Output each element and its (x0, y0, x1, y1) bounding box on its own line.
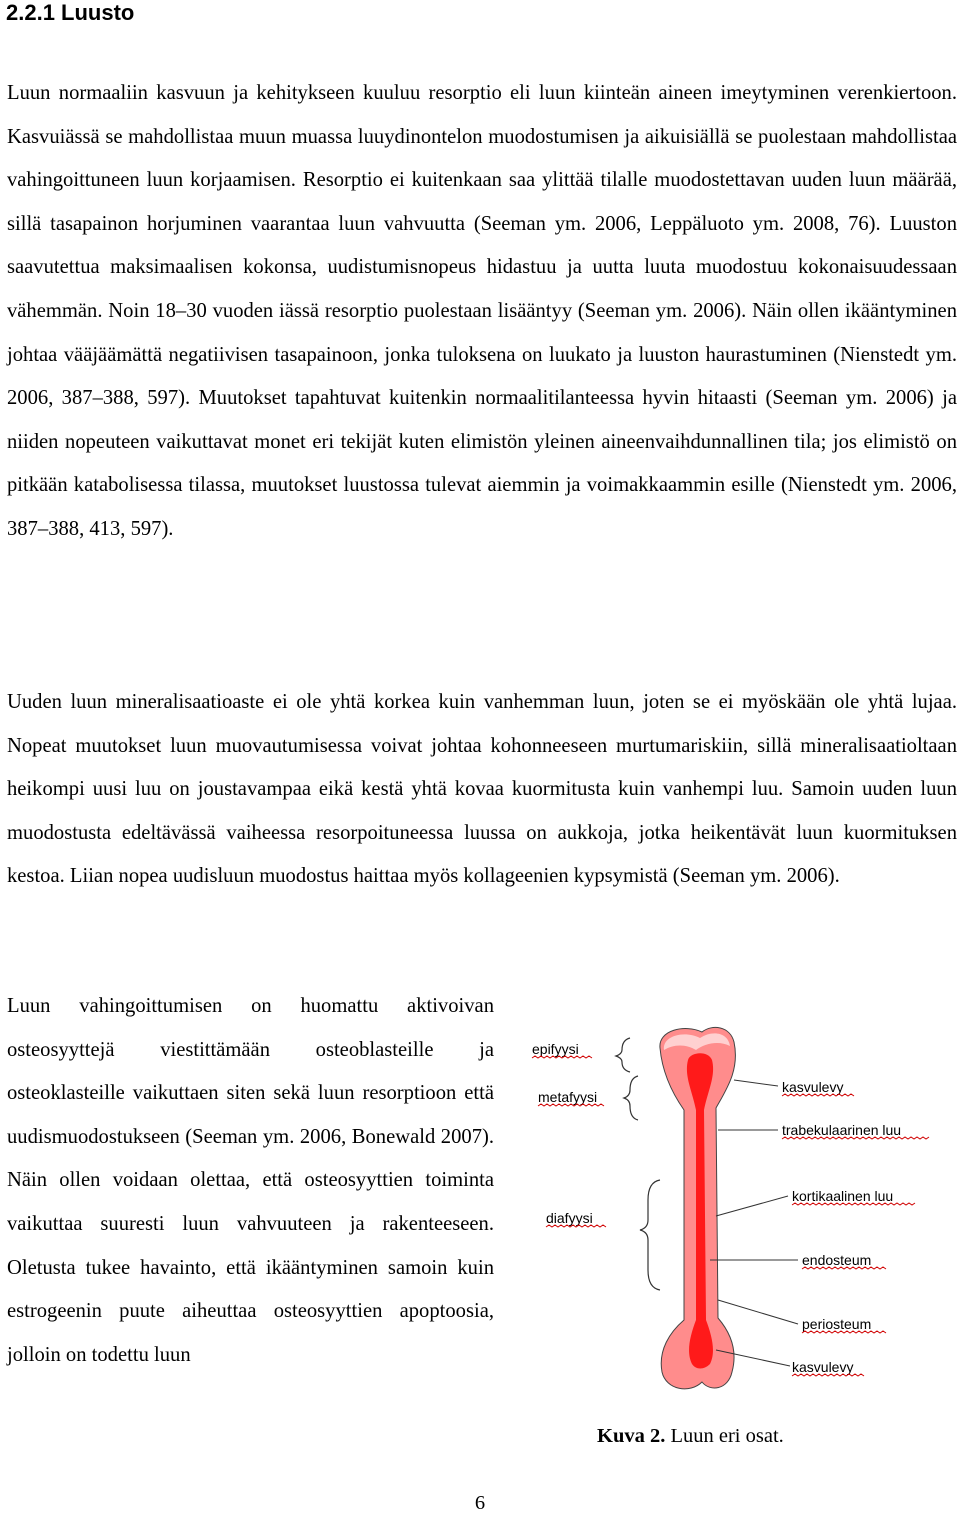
pointer-kasvulevy-top (734, 1080, 778, 1086)
label-epifyysi: epifyysi (532, 1041, 579, 1057)
label-trabekulaarinen: trabekulaarinen luu (782, 1122, 902, 1138)
pointer-kortikaalinen (716, 1196, 788, 1216)
paragraph-3: Luun vahingoittumisen on huomattu aktivoivan osteosyyttejä viestittämään osteoblasteille ja osteoklasteille vaikuttaen siten sekä luun resorptioon että uudismuodostukseen (Seeman ym. 2006, Bonewald 2007). Näin ollen voidaan olettaa, että osteosyyttien toiminta vaikuttaa suuresti luun vahvuuteen ja rakenteeseen. Oletusta tukee havainto, että ikääntyminen samoin kuin estrogeenin puute aiheuttaa osteosyyttien apoptoosia, jolloin on todettu luun (7, 995, 494, 1366)
label-kortikaalinen: kortikaalinen luu (792, 1188, 894, 1204)
label-kasvulevy-top: kasvulevy (782, 1079, 844, 1095)
label-periosteum: periosteum (802, 1316, 872, 1332)
epifyysi-brace (616, 1038, 630, 1072)
section-heading: 2.2.1 Luusto (6, 0, 135, 25)
page-number: 6 (474, 1492, 486, 1514)
figure-caption (597, 1422, 784, 1450)
pointer-periosteum (718, 1300, 798, 1324)
underline-metafyysi (538, 1104, 604, 1106)
caption-prefix: Kuva 2. (597, 1425, 666, 1447)
bone-diagram (520, 1020, 960, 1400)
diafyysi-brace (640, 1180, 660, 1290)
label-diafyysi: diafyysi (546, 1210, 593, 1226)
metafyysi-brace (624, 1076, 638, 1120)
caption-text: Luun eri osat. (665, 1425, 784, 1447)
paragraph-1: Luun normaaliin kasvuun ja kehitykseen kuuluu resorptio eli luun kiinteän aineen imeytyminen verenkiertoon. Kasvuiässä se mahdollistaa muun muassa luuydinontelon muodostumisen ja aikuisiällä se puolestaan mahdollistaa vahingoittuneen luun korjaamisen. Resorptio ei kuitenkaan saa ylittää tilalle muodostettavan uuden luun määrää, sillä tasapainon horjuminen vaarantaa luun vahvuutta (Seeman ym. 2006, Leppäluoto ym. 2008, 76). Luuston saavutettua maksimaalisen kokonsa, uudistumisnopeus hidastuu ja uutta luuta muodostuu kokonaisuudessaan vähemmän. Noin 18–30 vuoden iässä resorptio puolestaan lisääntyy (Seeman ym. 2006). Näin ollen ikääntyminen johtaa vääjäämättä negatiivisen tasapainoon, jonka tuloksena on luukato ja luuston haurastuminen (Nienstedt ym. 2006, 387–388, 597). Muutokset tapahtuvat kuitenkin normaalitilanteessa hyvin hitaasti (Seeman ym. 2006) ja niiden nopeuteen vaikuttavat monet eri tekijät kuten elimistön yleinen aineenvaihdunnallinen tila; jos elimistö on pitkään katabolisessa tilassa, muutokset luustossa tulevat aiemmin ja voimakkaammin esille (Nienstedt ym. 2006, 387–388, 413, 597). (7, 82, 957, 540)
label-endosteum: endosteum (802, 1252, 872, 1268)
label-metafyysi: metafyysi (538, 1089, 598, 1105)
label-kasvulevy-bottom: kasvulevy (792, 1359, 854, 1375)
paragraph-2: Uuden luun mineralisaatioaste ei ole yhtä korkea kuin vanhemman luun, joten se ei myöskään ole yhtä lujaa. Nopeat muutokset luun muovautumisessa voivat johtaa kohonneeseen murtumariskiin, sillä mineralisaatioltaan heikompi uusi luu on joustavampaa eikä kestä yhtä kovaa kuormitusta kuin vanhempi luu. Samoin uuden luun muodostusta edeltävässä vaiheessa resorpoituneessa luussa on aukkoja, jotka heikentävät luun kuormituksen kestoa. Liian nopea uudisluun muodostus haittaa myös kollageenien kypsymistä (Seeman ym. 2006). (7, 691, 957, 888)
